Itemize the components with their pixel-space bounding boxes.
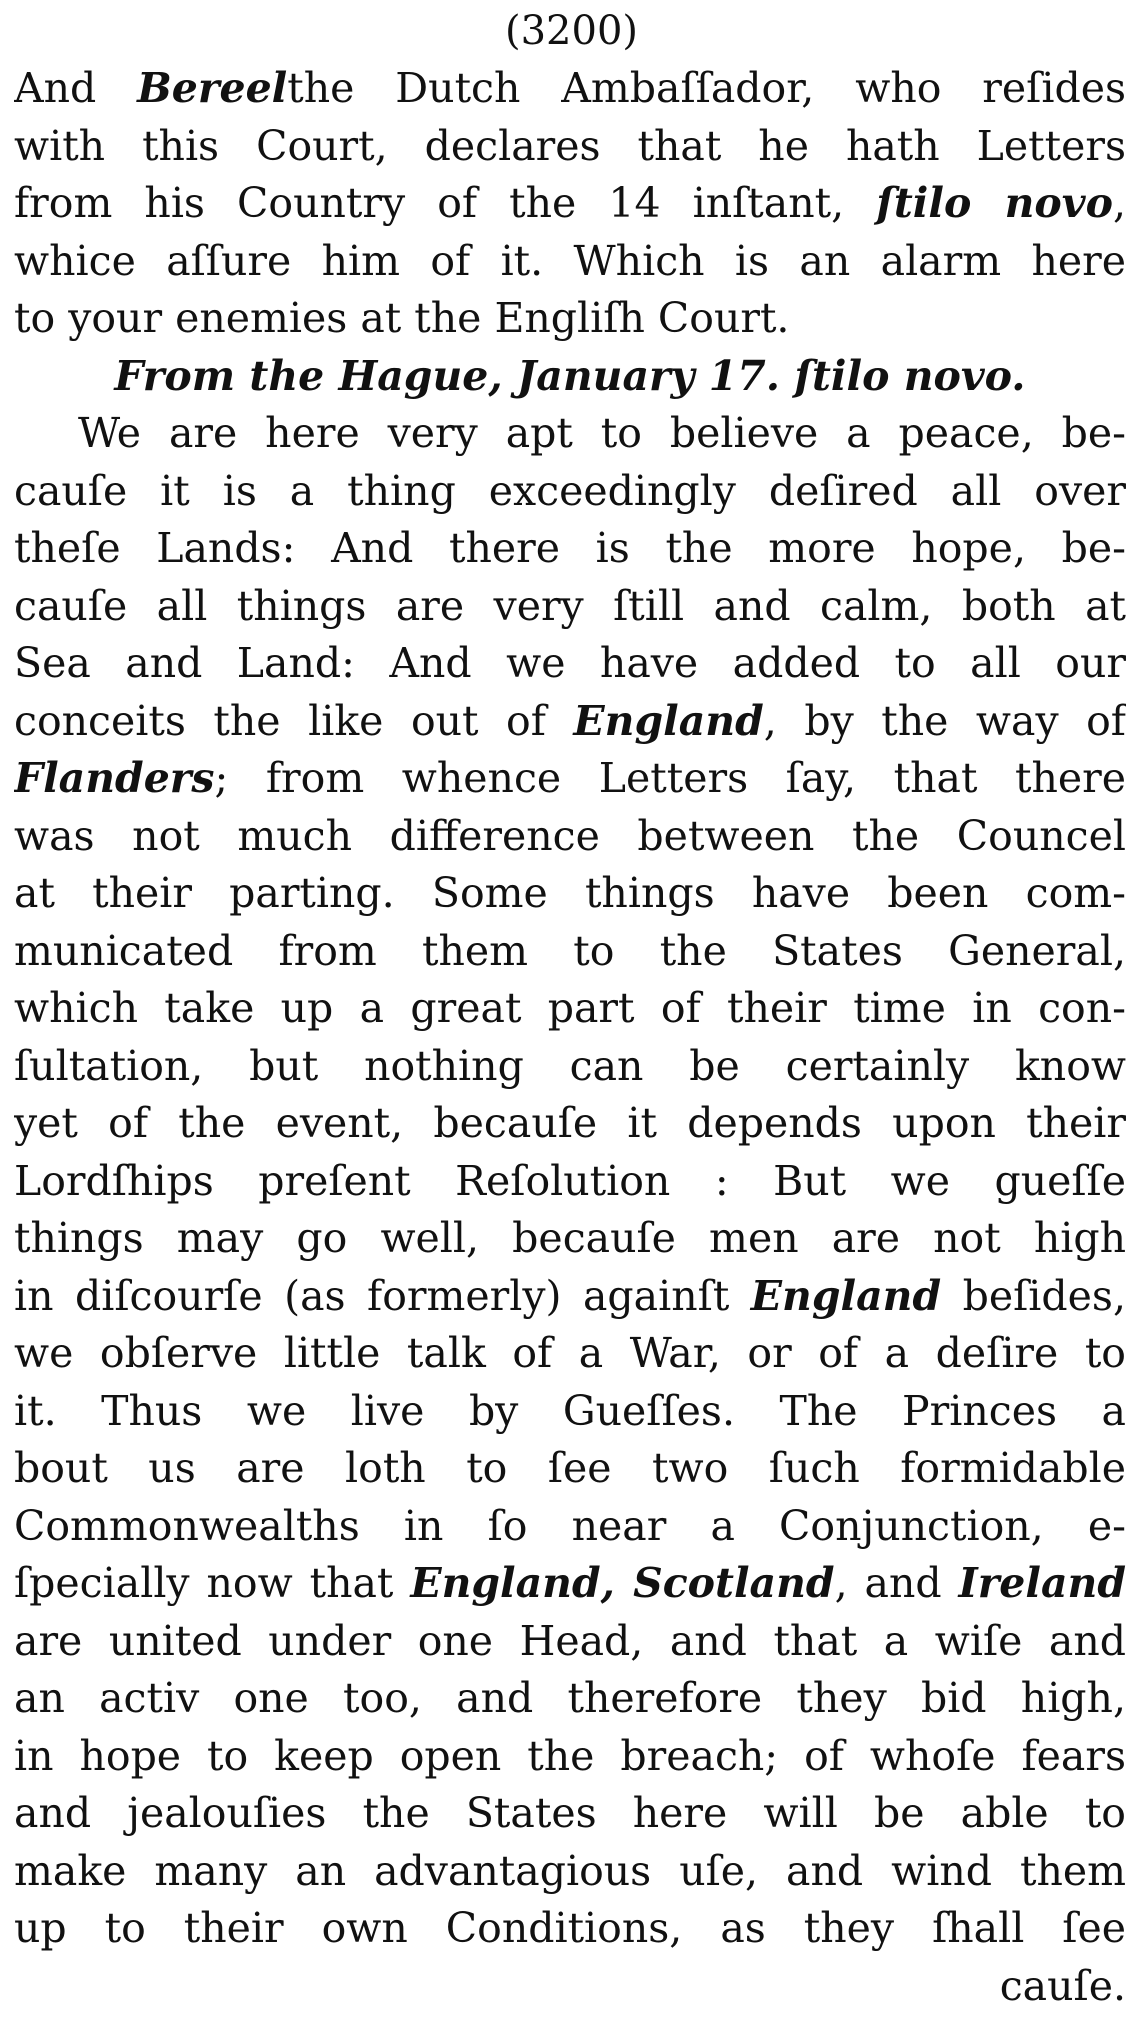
text-line <box>14 520 1126 578</box>
text-segment: and jealouſies the States here will be able to <box>14 1789 1126 1837</box>
text-segment: yet of the event, becauſe it depends upon their <box>14 1099 1126 1147</box>
text-line <box>14 923 1126 981</box>
text-segment: make many an advantagious uſe, and wind them <box>14 1846 1126 1895</box>
text-segment: We are here very apt to believe a peace, be- <box>78 409 1126 457</box>
text-line <box>14 290 1126 348</box>
text-line <box>14 635 1126 693</box>
text-line <box>14 1670 1126 1728</box>
text-segment: cauſe it is a thing exceedingly deſired all over <box>14 466 1126 515</box>
text-segment: From the Hague, Januar <box>114 351 671 400</box>
text-line <box>14 578 1126 636</box>
text-segment: y 17. <box>670 351 795 400</box>
text-line <box>14 1498 1126 1556</box>
text-line <box>14 1038 1126 1096</box>
text-segment: Sea and Land: And we have added to all our <box>14 639 1126 687</box>
text-line <box>14 60 1126 118</box>
article-text <box>14 60 1126 2015</box>
text-line <box>14 1900 1126 1958</box>
text-segment: Lordſhips preſent Reſolution : But we gueſſe <box>14 1156 1126 1205</box>
text-segment: things may go well, becauſe men are not high <box>14 1214 1126 1262</box>
italic-text: Bereel <box>137 64 288 112</box>
text-line <box>14 1728 1126 1786</box>
text-line <box>14 1440 1126 1498</box>
italic-text: England <box>750 1271 942 1320</box>
italic-text: England <box>573 696 764 745</box>
text-line <box>14 1785 1126 1843</box>
text-segment: cauſe. <box>999 1961 1126 2010</box>
text-line <box>14 405 1126 463</box>
text-line <box>14 1555 1126 1613</box>
italic-text: Ireland <box>958 1559 1126 1607</box>
text-line <box>14 463 1126 521</box>
text-segment: we obſerve little talk of a War, or of a deſire to <box>14 1329 1126 1377</box>
text-segment: was not much difference between the Councel <box>14 811 1126 860</box>
text-line <box>14 750 1126 808</box>
text-line <box>14 980 1126 1038</box>
text-line <box>14 865 1126 923</box>
text-segment: to your enemies at the Engliſh Court. <box>14 294 790 342</box>
text-segment: beſides, <box>941 1271 1126 1320</box>
text-segment: ſtilo novo. <box>794 351 1026 400</box>
text-segment: ſpecially now that <box>14 1559 411 1607</box>
text-segment: with this Court, declares that he hath Letters <box>14 121 1126 170</box>
text-segment: ſultation, but nothing can be certainly know <box>14 1041 1126 1090</box>
text-segment: in diſcourſe (as formerly) againſt <box>14 1271 751 1320</box>
text-line <box>14 693 1126 751</box>
text-segment: bout us are loth to ſee two ſuch formidable <box>14 1444 1126 1492</box>
text-segment: up to their own Conditions, as they ſhall ſee <box>14 1904 1126 1952</box>
text-segment: , and <box>834 1559 959 1607</box>
text-segment: an activ one too, and therefore they bid high, <box>14 1674 1126 1722</box>
page-number: (3200) <box>504 8 638 54</box>
text-segment: it. Thus we live by Gueſſes. The Princes a <box>14 1386 1126 1435</box>
text-segment: in hope to keep open the breach; of whoſe fears <box>14 1731 1126 1780</box>
text-segment: from his Country of the 14 inſtant, <box>14 179 877 227</box>
text-line <box>14 1210 1126 1268</box>
text-segment: ; from whence Letters ſay, that there <box>214 754 1126 802</box>
text-segment: And <box>14 64 138 112</box>
text-line <box>14 233 1126 291</box>
text-line <box>14 1095 1126 1153</box>
text-segment: are united under one Head, and that a wiſe and <box>14 1616 1126 1665</box>
text-line <box>14 1325 1126 1383</box>
text-line <box>14 1268 1126 1326</box>
text-segment: whice aſſure him of it. Which is an alarm here <box>14 236 1126 285</box>
text-segment: the Dutch Ambaſſador, who reſides <box>287 64 1126 112</box>
text-line <box>14 118 1126 176</box>
text-line <box>14 808 1126 866</box>
text-segment: conceits the like out of <box>14 696 574 745</box>
text-segment: , by the way of <box>763 696 1126 745</box>
text-line <box>14 1383 1126 1441</box>
text-segment: cauſe all things are very ſtill and calm, both at <box>14 581 1126 630</box>
text-line <box>14 1843 1126 1901</box>
italic-text: Flanders <box>14 754 215 802</box>
text-line <box>14 1153 1126 1211</box>
text-segment: Commonwealths in ſo near a Conjunction, e- <box>14 1501 1126 1550</box>
dateline <box>14 348 1126 406</box>
text-line <box>14 1958 1126 2016</box>
text-segment: theſe Lands: And there is the more hope, be- <box>14 524 1126 572</box>
text-segment: municated from them to the States General, <box>14 926 1126 975</box>
text-line <box>14 1613 1126 1671</box>
text-segment: at their parting. Some things have been com- <box>14 869 1126 917</box>
text-segment: , <box>1112 179 1126 227</box>
italic-text: England, Scotland <box>410 1559 835 1607</box>
text-segment: which take up a great part of their time in con- <box>14 984 1126 1032</box>
text-line <box>14 175 1126 233</box>
italic-text: ſtilo novo <box>876 179 1113 227</box>
